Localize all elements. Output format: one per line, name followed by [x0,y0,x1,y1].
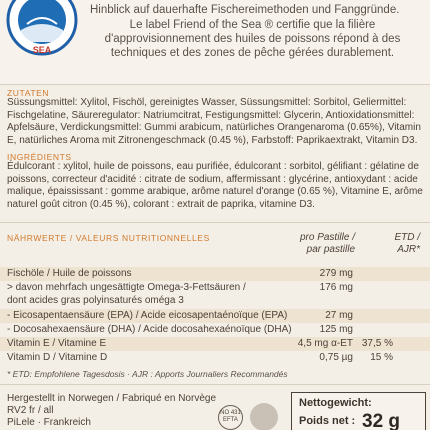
nutrient-percent: 37,5 % [361,338,393,349]
certification-section [0,0,430,84]
nutrient-amount: 4,5 mg α-ET [297,338,353,349]
ingredients-heading-de: ZUTATEN [7,88,50,98]
origin-line: Hergestellt in Norwegen / Fabriqué en Norvège [7,393,216,404]
friend-of-the-sea-logo [3,0,81,60]
net-weight-value: 32 g [362,411,401,430]
net-weight-label-fr: Poids net : [299,415,356,427]
etd-footnote: * ETD: Empfohlene Tagesdosis · AJR : Apports Journaliers Recommandés [7,369,288,379]
nutrient-label: - Docosahexaensäure (DHA) / Acide docosahexaénoïque (DHA) [7,324,292,335]
nutrient-label: dont acides gras polyinsaturés oméga 3 [7,295,184,306]
nutrition-row [0,309,430,323]
nutrition-row [0,267,430,281]
origin-line: RV2 fr / all [7,405,54,416]
approval-stamp-icon: NO 431 EFTA [218,405,243,430]
per-pastille-header: pro Pastille / par pastille [299,232,355,255]
nutrition-row [0,281,430,295]
nutrition-row [0,294,430,308]
divider [0,84,430,85]
origin-line: PiLele · Frankreich [7,417,91,428]
ingredients-text-de: Süssungsmittel: Xylitol, Fischöl, gereinigtes Wasser, Süssungsmittel: Sorbitol, Geliermittel: Fischgelatine, Säureregulator: Natriumcitrat, Festigungsmittel: Glycerin, Antioxidationsmittel: Apfelsäure, Verdickungsmittel: Gummi arabicum, natürliches Orangenaroma (0.65%), Vitamin E, natürliches Aroma mit Zitronengeschmack (0.45 %), Farbstoff: Paprikaextrakt, Vitamin D3. [7,97,421,146]
nutrition-row [0,337,430,351]
svg-text:SEA: SEA [32,45,52,55]
net-weight-label-de: Nettogewicht: [299,397,372,409]
certification-text-de: Hinblick auf dauerhafte Fischereimethoden und Fanggründe. [90,4,400,16]
nutrition-row [0,323,430,337]
nutrient-label: Vitamin E / Vitamine E [7,338,107,349]
divider [0,384,430,385]
certification-text-fr: Le label Friend of the Sea ® certifie que la filière d'approvisionnement des huiles de poissons répond à des techniques et des zones de pêche gérées durablement. [104,19,401,59]
nutrient-amount: 125 mg [319,324,353,335]
nutrient-amount: 176 mg [319,282,353,293]
nutrition-heading: NÄHRWERTE / VALEURS NUTRITIONNELLES [7,233,210,243]
ingredients-heading-fr: INGRÉDIENTS [7,152,72,162]
recycle-icon [250,403,278,430]
nutrient-label: Vitamin D / Vitamine D [7,352,108,363]
nutrition-row [0,351,430,365]
nutrient-label: Fischöle / Huile de poissons [7,268,132,279]
nutrient-label: > davon mehrfach ungesättigte Omega-3-Fettsäuren / [7,282,246,293]
net-weight-box [291,392,426,430]
nutrient-amount: 0,75 µg [319,352,353,363]
ingredients-text-fr: Édulcorant : xylitol, huile de poissons, eau purifiée, édulcorant : sorbitol, gélifiant : gélatine de poissons, correcteur d'acidité : citrate de sodium, affermissant : glycérine, antioxydant : acide malique, épaississant : gomme arabique, arôme naturel d'orange (0.65 %), Vitamine E, arôme naturel goût citron (0.45 %), colorant : extrait de paprika, vitamine D3. [7,161,423,210]
divider [0,222,430,223]
nutrient-amount: 27 mg [325,310,353,321]
nutrient-amount: 279 mg [319,268,353,279]
etd-ajr-header: ETD / AJR* [394,232,420,255]
nutrient-label: - Eicosapentaensäure (EPA) / Acide eicosapentaénoïque (EPA) [7,310,288,321]
origin-info [7,393,216,429]
nutrient-percent: 15 % [370,352,393,363]
